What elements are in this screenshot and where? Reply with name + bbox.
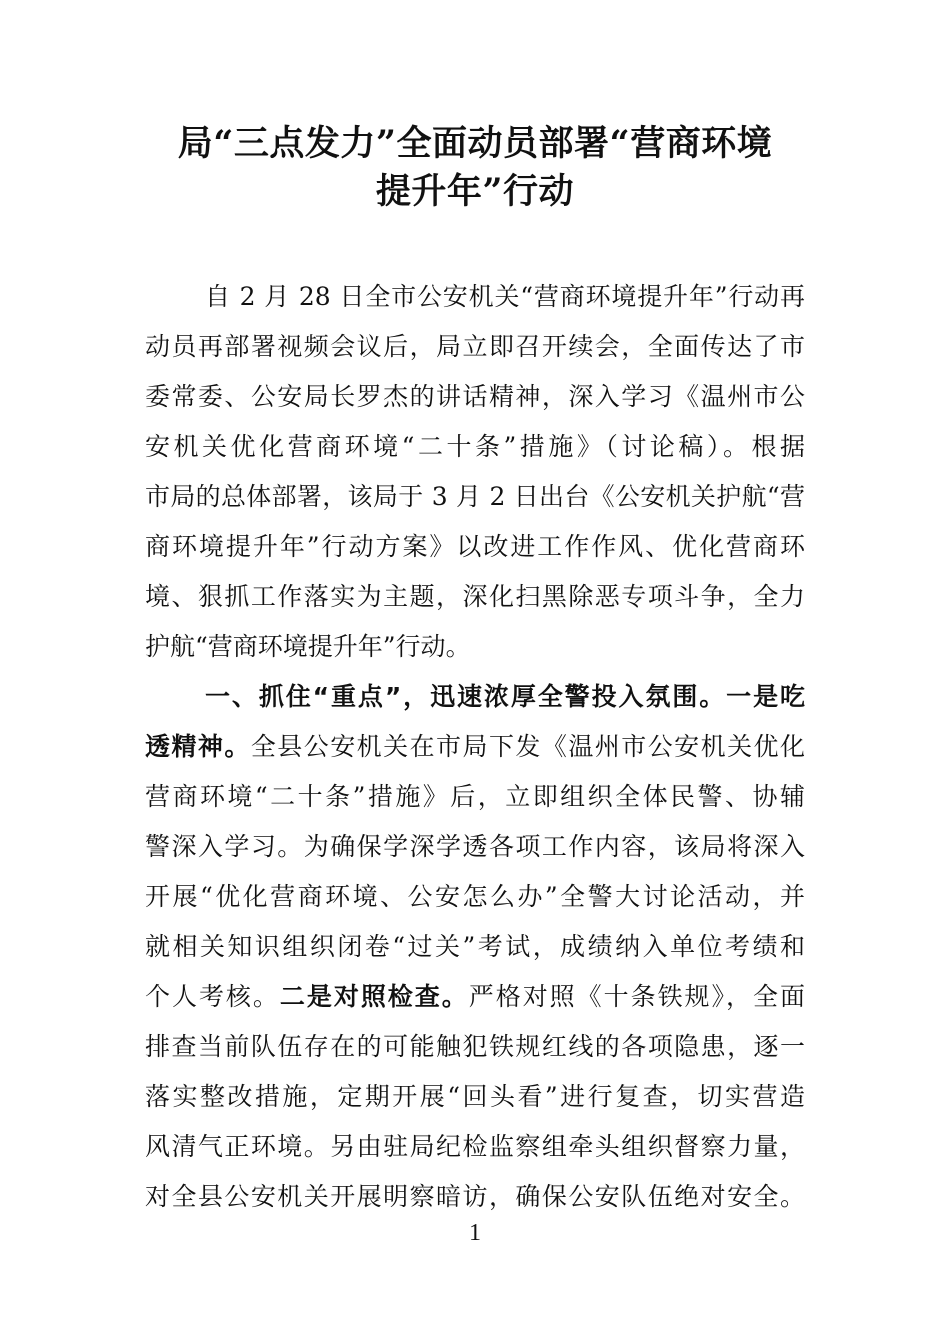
paragraph-text: 全县公安机关在市局下发《温州市公安机关优化: [250, 732, 805, 761]
paragraph-line: 落实整改措施，定期开展“回头看”进行复查，切实营造: [145, 1082, 805, 1111]
paragraph-line: 排查当前队伍存在的可能触犯铁规红线的各项隐患，逐一: [145, 1032, 805, 1061]
paragraph-text: 个人考核。: [145, 982, 280, 1011]
document-title-line-2: 提升年”行动: [375, 171, 575, 212]
document-body: [145, 272, 805, 1222]
paragraph-line: [145, 722, 805, 772]
paragraph-1: [145, 272, 805, 672]
paragraph-text: 严格对照《十条铁规》，全面: [468, 982, 805, 1011]
paragraph-line: 商环境提升年”行动方案》以改进工作作风、优化营商环: [145, 532, 805, 561]
section-heading: 一、抓住“重点”，迅速浓厚全警投入氛围。一是吃: [205, 682, 805, 711]
paragraph-line: [145, 672, 805, 722]
paragraph-line: 境、狠抓工作落实为主题，深化扫黑除恶专项斗争，全力: [145, 582, 805, 611]
page-number: 1: [469, 1220, 481, 1246]
paragraph-line: 市局的总体部署，该局于 3 月 2 日出台《公安机关护航“营: [145, 482, 805, 511]
paragraph-line: 动员再部署视频会议后，局立即召开续会，全面传达了市: [145, 332, 805, 361]
document-title-line-1: 局“三点发力”全面动员部署“营商环境: [177, 123, 773, 164]
paragraph-line: 护航“营商环境提升年”行动。: [145, 632, 471, 661]
paragraph-line: 开展“优化营商环境、公安怎么办”全警大讨论活动，并: [145, 882, 805, 911]
paragraph-line: 对全县公安机关开展明察暗访，确保公安队伍绝对安全。: [145, 1182, 805, 1211]
paragraph-line: [145, 972, 805, 1022]
paragraph-line: 警深入学习。为确保学深学透各项工作内容，该局将深入: [145, 832, 805, 861]
subheading-bold: 透精神。: [145, 732, 251, 761]
subheading-bold: 二是对照检查。: [279, 982, 469, 1011]
paragraph-line: 营商环境“二十条”措施》后，立即组织全体民警、协辅: [145, 782, 805, 811]
paragraph-line: 就相关知识组织闭卷“过关”考试，成绩纳入单位考绩和: [145, 932, 805, 961]
paragraph-line: 自 2 月 28 日全市公安机关“营商环境提升年”行动再: [205, 282, 805, 311]
paragraph-line: 风清气正环境。另由驻局纪检监察组牵头组织督察力量，: [145, 1132, 805, 1161]
paragraph-line: 委常委、公安局长罗杰的讲话精神，深入学习《温州市公: [145, 382, 805, 411]
paragraph-line: 安机关优化营商环境“二十条”措施》（讨论稿）。根据: [145, 432, 805, 461]
paragraph-2: [145, 672, 805, 1222]
